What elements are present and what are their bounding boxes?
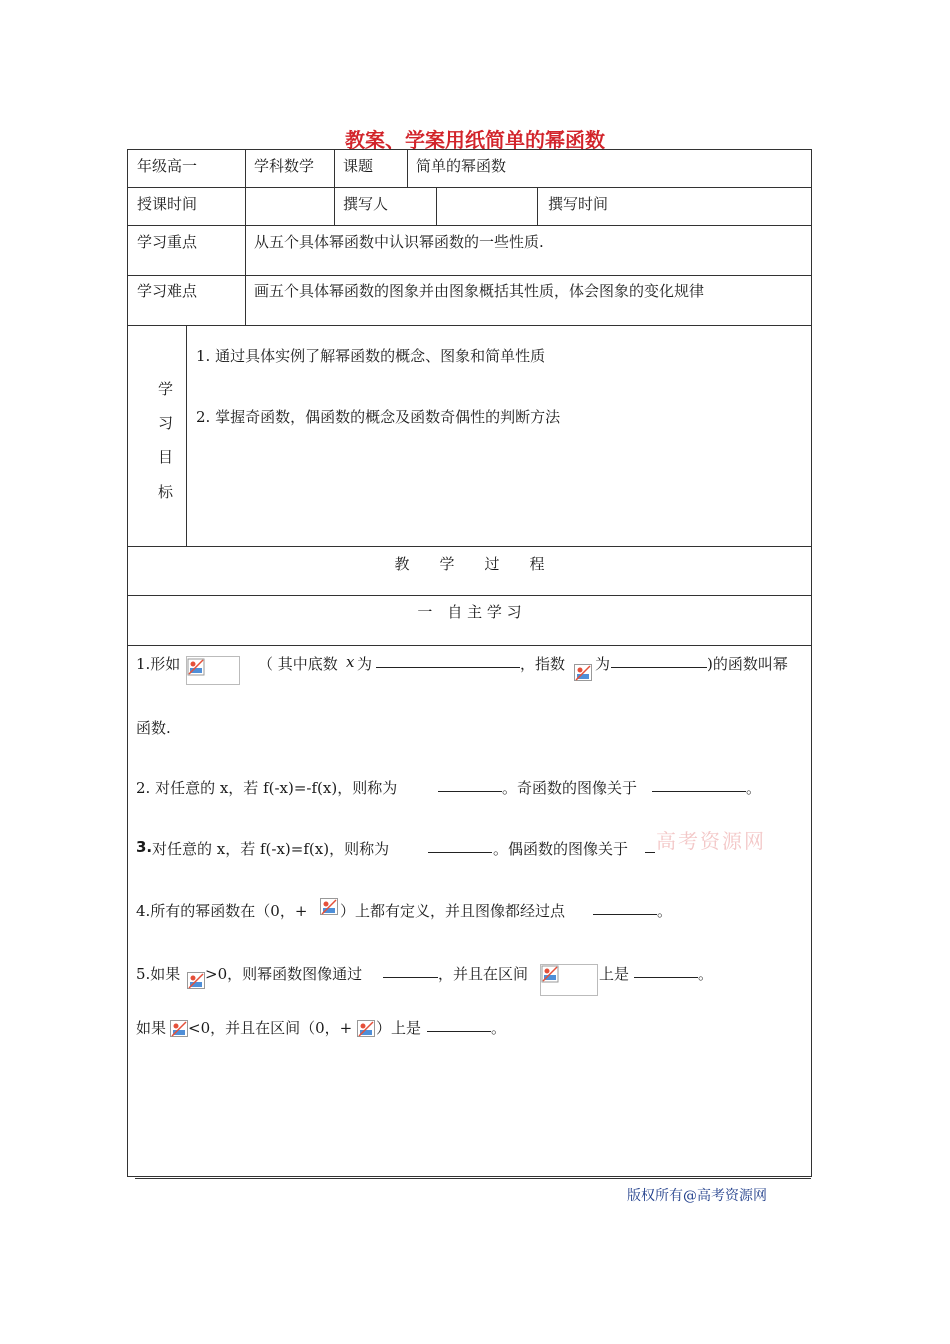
key-point-label: 学习重点 xyxy=(137,233,198,251)
q1-text: 1.形如 xyxy=(136,655,181,673)
difficulty-text: 画五个具体幂函数的图象并由图象概括其性质，体会图象的变化规律 xyxy=(254,282,705,300)
grade-cell: 年级高一 xyxy=(137,157,198,175)
q6-text: 如果 xyxy=(136,1019,167,1037)
q3-text: 对任意的 x，若 f(-x)=f(x)，则称为 xyxy=(152,840,390,858)
q2-blank[interactable] xyxy=(438,776,502,792)
q5-text: 。 xyxy=(698,965,714,983)
interval-image-icon xyxy=(540,964,598,996)
q2-blank[interactable] xyxy=(652,776,746,792)
formula-image-icon xyxy=(186,656,240,685)
q4-text: 。 xyxy=(657,902,673,920)
q3-blank[interactable] xyxy=(428,837,492,853)
q1-var: x xyxy=(346,653,355,671)
footer-divider xyxy=(135,1178,811,1179)
q1-text: 为 xyxy=(357,655,373,673)
topic-label: 课题 xyxy=(343,157,374,175)
q3-text: 。偶函数的图像关于 xyxy=(493,840,629,858)
q6-text: <0，并且在区间（0，+ xyxy=(188,1019,353,1037)
q1-text: 函数. xyxy=(136,719,171,737)
goals-label-char: 习 xyxy=(158,414,174,432)
goals-label-char: 目 xyxy=(158,448,174,466)
q1-blank[interactable] xyxy=(611,652,707,668)
section-heading: 一 自 主 学 习 xyxy=(417,603,522,621)
exponent-image-icon xyxy=(187,972,207,990)
goals-label-char: 标 xyxy=(158,483,174,501)
footer-copyright: 版权所有@高考资源网 xyxy=(627,1188,767,1204)
goal-item: 1. 通过具体实例了解幂函数的概念、图象和简单性质 xyxy=(196,347,546,365)
watermark: 高考资源网 xyxy=(656,829,766,853)
goals-label-char: 学 xyxy=(158,380,174,398)
q6-text: ）上是 xyxy=(376,1019,422,1037)
process-heading: 教 学 过 程 xyxy=(394,555,545,573)
topic-cell: 简单的幂函数 xyxy=(416,157,507,175)
infinity-image-icon xyxy=(320,898,340,916)
q3-number: 3. xyxy=(136,838,153,856)
q2-text: 。奇函数的图像关于 xyxy=(502,779,638,797)
q5-blank[interactable] xyxy=(634,962,698,978)
exponent-image-icon xyxy=(170,1020,190,1038)
exponent-image-icon xyxy=(574,664,594,682)
q5-blank[interactable] xyxy=(383,962,438,978)
q4-text: ）上都有定义，并且图像都经过点 xyxy=(340,902,566,920)
q1-text: 为 xyxy=(595,655,611,673)
key-point-text: 从五个具体幂函数中认识幂函数的一些性质. xyxy=(254,233,544,251)
goal-item: 2. 掌握奇函数，偶函数的概念及函数奇偶性的判断方法 xyxy=(196,408,561,426)
q1-blank[interactable] xyxy=(376,652,520,668)
subject-cell: 学科数学 xyxy=(254,157,315,175)
q4-text: 4.所有的幂函数在（0，+ xyxy=(136,902,308,920)
page-title: 教案、学案用纸简单的幂函数 xyxy=(345,128,605,152)
q5-text: 上是 xyxy=(599,965,630,983)
q6-blank[interactable] xyxy=(427,1016,491,1032)
write-time-label: 撰写时间 xyxy=(548,195,609,213)
difficulty-label: 学习难点 xyxy=(137,282,198,300)
q2-text: 。 xyxy=(746,779,762,797)
infinity-image-icon xyxy=(357,1020,377,1038)
q1-text: ，指数 xyxy=(520,655,566,673)
q5-text: ，并且在区间 xyxy=(438,965,529,983)
q2-text: 2. 对任意的 x，若 f(-x)=-f(x)，则称为 xyxy=(136,779,398,797)
q1-text: （ 其中底数 xyxy=(258,655,338,673)
q3-blank[interactable] xyxy=(645,837,655,853)
q6-text: 。 xyxy=(491,1019,507,1037)
q5-text: >0，则幂函数图像通过 xyxy=(205,965,363,983)
author-label: 撰写人 xyxy=(343,195,389,213)
q5-text: 5.如果 xyxy=(136,965,181,983)
q1-text: )的函数叫幂 xyxy=(707,655,788,673)
time-label: 授课时间 xyxy=(137,195,198,213)
q4-blank[interactable] xyxy=(593,899,657,915)
